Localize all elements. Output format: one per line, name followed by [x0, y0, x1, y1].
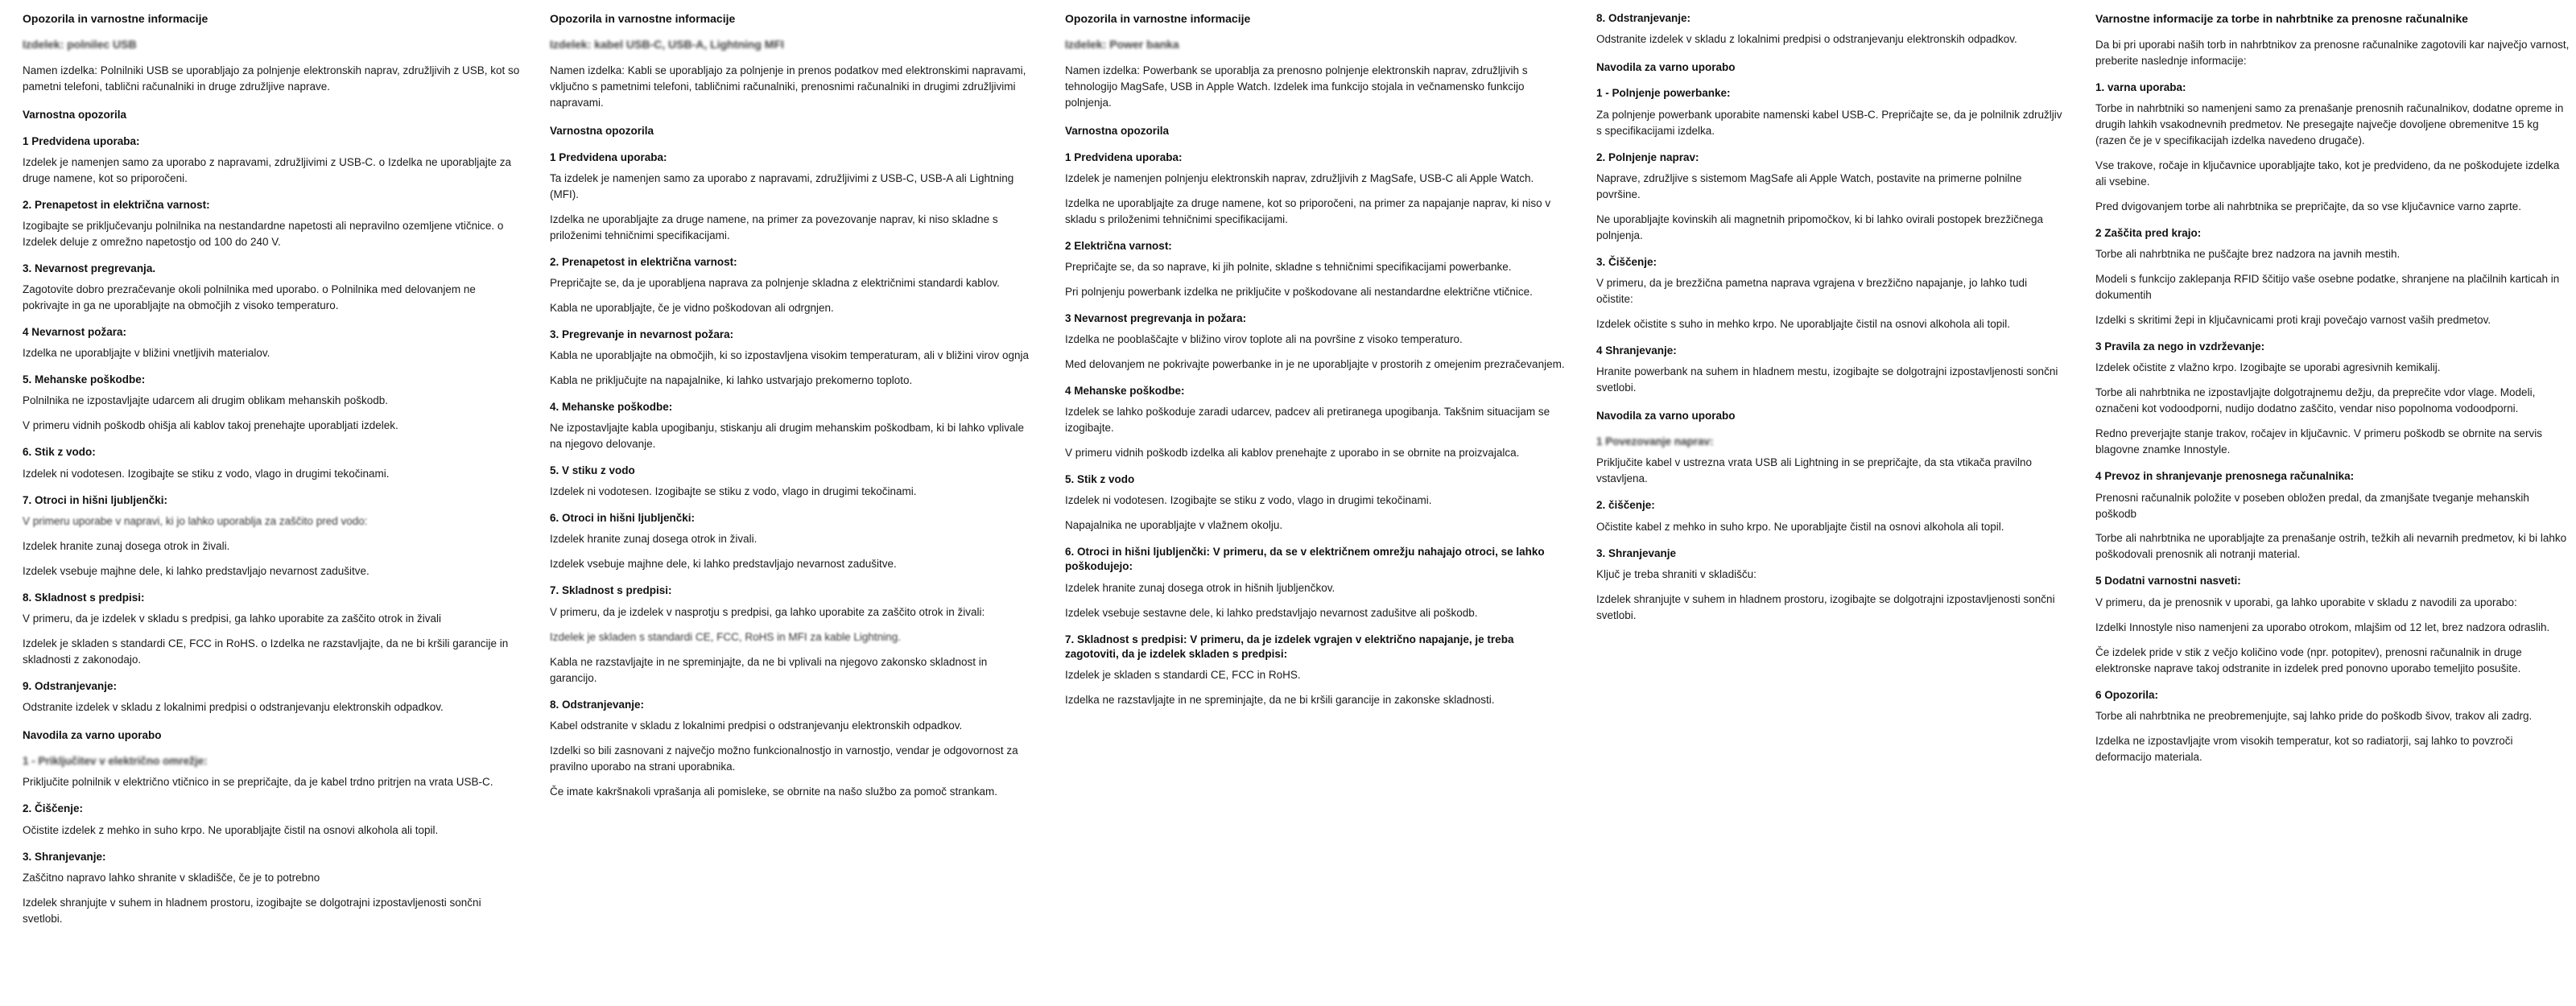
- subsection-heading: 2 Električna varnost:: [1065, 239, 1172, 252]
- body-paragraph: Izdelek ni vodotesen. Izogibajte se stiku z vodo, vlago in drugimi tekočinami.: [1065, 494, 1432, 507]
- body-paragraph: Torbe ali nahrbtnika ne preobremenjujte, saj lahko pride do poškodb šivov, trakov ali zadrg.: [2095, 709, 2533, 722]
- body-paragraph: Naprave, združljive s sistemom MagSafe ali Apple Watch, postavite na primerne polnilne površine.: [1596, 171, 2022, 200]
- body-paragraph: Očistite izdelek z mehko in suho krpo. Ne uporabljajte čistil na osnovi alkohola ali topil.: [23, 823, 439, 836]
- subsection-heading: 3 Pravila za nego in vzdrževanje:: [2095, 340, 2265, 353]
- body-paragraph: Izdelek je skladen s standardi CE, FCC in RoHS.: [1065, 669, 1301, 682]
- body-paragraph: Da bi pri uporabi naših torb in nahrbtnikov za prenosne računalnike zagotovili kar največjo varnost, preberite naslednje informacije:: [2095, 39, 2570, 68]
- subsection-heading: 6. Stik z vodo:: [23, 446, 96, 459]
- subsection-heading: 4 Mehanske poškodbe:: [1065, 384, 1185, 397]
- subsection-heading: 3. Čiščenje:: [1596, 255, 1657, 268]
- subsection-heading: 1 - Priključitev v električno omrežje:: [23, 755, 208, 768]
- body-paragraph: Prepričajte se, da je uporabljena naprava za polnjenje skladna z električnimi standardi kablov.: [550, 276, 1000, 289]
- body-paragraph: Namen izdelka: Kabli se uporabljajo za polnjenje in prenos podatkov med elektronskimi napravami, vključno s pametnimi telefoni, tabličnimi računalniki, prenosnimi računalniki in drugimi združljivimi napravami.: [550, 64, 1026, 109]
- body-paragraph: Izdelka ne uporabljajte za druge namene, na primer za povezovanje naprav, ki niso skladne s priloženimi tehničnimi specifikacijami.: [550, 212, 998, 241]
- body-paragraph: Namen izdelka: Powerbank se uporablja za prenosno polnjenje elektronskih naprav, združljivih s tehnologijo MagSafe, USB in Apple Watch. Izdelek ima funkcijo stojala in večnamensko funkcijo polnjenja.: [1065, 64, 1528, 109]
- document-column-4: [1582, 11, 2081, 1006]
- body-paragraph: Izdelek je namenjen polnjenju elektronskih naprav, združljivih z MagSafe, USB-C ali Apple Watch.: [1065, 171, 1534, 184]
- body-paragraph: V primeru, da je brezžična pametna naprava vgrajena v brezžično napajanje, jo lahko tudi očistite:: [1596, 276, 2028, 305]
- body-paragraph: Priključite kabel v ustrezna vrata USB ali Lightning in se prepričajte, da sta vtikača pravilno vstavljena.: [1596, 456, 2033, 485]
- body-paragraph: Če izdelek pride v stik z večjo količino vode (npr. potopitev), prenosni računalnik in druge elektronske naprave takoj odstranite in izdelek pred ponovno uporabo temeljito posušite.: [2095, 645, 2522, 674]
- section-heading: Navodila za varno uporabo: [23, 728, 162, 741]
- subsection-heading: 6 Opozorila:: [2095, 688, 2159, 701]
- body-paragraph: Pred dvigovanjem torbe ali nahrbtnika se prepričajte, da so vse ključavnice varno zaprte.: [2095, 200, 2522, 213]
- subsection-heading: 2. Prenapetost in električna varnost:: [23, 198, 210, 211]
- body-paragraph: Izdelek je skladen s standardi CE, FCC in RoHS. o Izdelka ne razstavljajte, da ne bi kršili garancije in skladnosti z zakonodajo.: [23, 637, 509, 666]
- body-paragraph: Izdelek očistite z vlažno krpo. Izogibajte se uporabi agresivnih kemikalij.: [2095, 361, 2441, 374]
- subsection-heading: 4 Nevarnost požara:: [23, 326, 127, 338]
- subsection-heading: 2 Zaščita pred krajo:: [2095, 227, 2202, 240]
- body-paragraph: Kabla ne uporabljajte na območjih, ki so izpostavljena visokim temperaturam, ali v bližini virov ognja: [550, 348, 1030, 361]
- body-paragraph: Izdelka ne izpostavljajte vrom visokih temperatur, kot so radiatorji, saj lahko to povzroči deformacijo materiala.: [2095, 734, 2513, 763]
- body-paragraph: Izdelek se lahko poškoduje zaradi udarcev, padcev ali pretiranega upogibanja. Takšnim situacijam se izogibajte.: [1065, 406, 1550, 435]
- body-paragraph: Izogibajte se priključevanju polnilnika na nestandardne napetosti ali nepravilno ozemljene vtičnice. o Izdelek deluje z omrežno napetostjo od 100 do 240 V.: [23, 219, 504, 248]
- subsection-heading: 2. Čiščenje:: [23, 802, 84, 815]
- body-paragraph: Kabla ne priključujte na napajalnike, ki lahko ustvarjajo prekomerno toploto.: [550, 373, 913, 386]
- subsection-heading: 6. Otroci in hišni ljubljenčki: V primeru, da se v električnem omrežju nahajajo otroci, se lahko poškodujejo:: [1065, 546, 1545, 573]
- body-paragraph: Izdelek hranite zunaj dosega otrok in hišnih ljubljenčkov.: [1065, 581, 1335, 594]
- body-paragraph: Izdelek ni vodotesen. Izogibajte se stiku z vodo, vlago in drugimi tekočinami.: [23, 467, 390, 480]
- subsection-heading: 3. Pregrevanje in nevarnost požara:: [550, 328, 734, 340]
- subsection-heading: 3. Shranjevanje:: [23, 850, 106, 863]
- body-paragraph: Zagotovite dobro prezračevanje okoli polnilnika med uporabo. o Polnilnika med delovanjem ne pokrivajte in ga ne uporabljajte na območjih z visoko temperaturo.: [23, 283, 476, 312]
- subsection-heading: 8. Odstranjevanje:: [1596, 12, 1691, 24]
- body-paragraph: Izdelki so bili zasnovani z največjo možno funkcionalnostjo in varnostjo, vendar je odgovornost za pravilno uporabo na strani uporabnika.: [550, 744, 1018, 773]
- body-paragraph: Priključite polnilnik v električno vtičnico in se prepričajte, da je kabel trdno pritrjen na vrata USB-C.: [23, 776, 493, 789]
- body-paragraph: Torbe ali nahrbtnika ne uporabljajte za prenašanje ostrih, težkih ali nevarnih predmetov, ki bi lahko poškodovali prenosnik ali notranji material.: [2095, 532, 2567, 561]
- body-paragraph: Torbe ali nahrbtnika ne izpostavljajte dolgotrajnemu dežju, da preprečite vdor vlage. Modeli, označeni kot vodoodporni, nudijo dodatno zaščito, vendar niso popolnoma vodoodporni.: [2095, 386, 2536, 415]
- body-paragraph: Izdelka ne pooblaščajte v bližino virov toplote ali na površine z visoko temperaturo.: [1065, 333, 1463, 345]
- body-paragraph: Izdelek vsebuje majhne dele, ki lahko predstavljajo nevarnost zadušitve.: [550, 558, 897, 571]
- subsection-heading: 1 Predvidena uporaba:: [23, 134, 140, 147]
- body-paragraph: Pri polnjenju powerbank izdelka ne priključite v poškodovane ali nestandardne električne vtičnice.: [1065, 285, 1533, 298]
- body-paragraph: Torbe ali nahrbtnika ne puščajte brez nadzora na javnih mestih.: [2095, 248, 2401, 261]
- body-paragraph: V primeru, da je izdelek v nasprotju s predpisi, ga lahko uporabite za zaščito otrok in živali:: [550, 605, 985, 618]
- body-paragraph: Vse trakove, ročaje in ključavnice uporabljajte tako, kot je predvideno, da ne poškodujete izdelka ali vsebine.: [2095, 159, 2560, 188]
- body-paragraph: Kabel odstranite v skladu z lokalnimi predpisi o odstranjevanju elektronskih odpadkov.: [550, 719, 963, 732]
- document-column-3: [1051, 11, 1582, 1006]
- section-heading: Varnostna opozorila: [1065, 125, 1170, 138]
- body-paragraph: Izdelek hranite zunaj dosega otrok in živali.: [23, 539, 230, 552]
- body-paragraph: Kabla ne razstavljajte in ne spreminjajte, da ne bi vplivali na njegovo zakonsko skladnost in garancijo.: [550, 655, 988, 684]
- body-paragraph: Izdelka ne uporabljajte za druge namene, kot so priporočeni, na primer za napajanje naprav, ki niso v skladu s priloženimi tehničnimi specifikacijami.: [1065, 196, 1551, 225]
- body-paragraph: Očistite kabel z mehko in suho krpo. Ne uporabljajte čistil na osnovi alkohola ali topil.: [1596, 520, 2004, 533]
- product-name-line: Izdelek: Power banka: [1065, 38, 1179, 52]
- document-title: Varnostne informacije za torbe in nahrbtnike za prenosne računalnike: [2095, 12, 2468, 25]
- subsection-heading: 4 Prevoz in shranjevanje prenosnega računalnika:: [2095, 470, 2355, 483]
- subsection-heading: 5. V stiku z vodo: [550, 464, 635, 477]
- document-title: Opozorila in varnostne informacije: [23, 12, 208, 25]
- body-paragraph: Prepričajte se, da so naprave, ki jih polnite, skladne s tehničnimi specifikacijami powerbanke.: [1065, 260, 1512, 273]
- body-paragraph: Izdelek očistite s suho in mehko krpo. Ne uporabljajte čistil na osnovi alkohola ali topil.: [1596, 317, 2011, 330]
- subsection-heading: 7. Otroci in hišni ljubljenčki:: [23, 493, 168, 506]
- body-paragraph: Ta izdelek je namenjen samo za uporabo z napravami, združljivimi z USB-C, USB-A ali Lightning (MFI).: [550, 171, 1014, 200]
- section-heading: Navodila za varno uporabo: [1596, 61, 1736, 74]
- body-paragraph: Zaščitno napravo lahko shranite v skladišče, če je to potrebno: [23, 871, 320, 884]
- body-paragraph: Izdelek shranjujte v suhem in hladnem prostoru, izogibajte se dolgotrajni izpostavljenosti sončni svetlobi.: [1596, 592, 2055, 621]
- document-title: Opozorila in varnostne informacije: [550, 12, 736, 25]
- document-column-1: [8, 11, 535, 1006]
- body-paragraph: Izdelek vsebuje majhne dele, ki lahko predstavljajo nevarnost zadušitve.: [23, 564, 369, 577]
- body-paragraph: V primeru uporabe v napravi, ki jo lahko uporablja za zaščito pred vodo:: [23, 514, 368, 527]
- body-paragraph: Izdelek je skladen s standardi CE, FCC, RoHS in MFI za kable Lightning.: [550, 630, 901, 643]
- body-paragraph: Modeli s funkcijo zaklepanja RFID ščitijo vaše osebne podatke, shranjene na plačilnih karticah in dokumentih: [2095, 273, 2560, 302]
- body-paragraph: V primeru vidnih poškodb ohišja ali kablov takoj prenehajte uporabljati izdelek.: [23, 419, 398, 432]
- subsection-heading: 2. čiščenje:: [1596, 499, 1655, 512]
- body-paragraph: Napajalnika ne uporabljajte v vlažnem okolju.: [1065, 519, 1283, 532]
- subsection-heading: 3 Nevarnost pregrevanja in požara:: [1065, 311, 1247, 324]
- section-heading: Varnostna opozorila: [23, 109, 127, 122]
- body-paragraph: Polnilnika ne izpostavljajte udarcem ali drugim oblikam mehanskih poškodb.: [23, 394, 388, 407]
- subsection-heading: 5 Dodatni varnostni nasveti:: [2095, 575, 2241, 588]
- document-column-5: [2081, 11, 2576, 1006]
- body-paragraph: Med delovanjem ne pokrivajte powerbanke in je ne uporabljajte v prostorih z omejenim prezračevanjem.: [1065, 357, 1565, 370]
- subsection-heading: 6. Otroci in hišni ljubljenčki:: [550, 512, 696, 525]
- product-name-line: Izdelek: polnilec USB: [23, 38, 137, 52]
- subsection-heading: 7. Skladnost s predpisi: V primeru, da je izdelek vgrajen v električno napajanje, je treba zagotoviti, da je izdelek skladen s predpisi:: [1065, 633, 1514, 660]
- subsection-heading: 3. Nevarnost pregrevanja.: [23, 262, 156, 274]
- product-name-line: Izdelek: kabel USB-C, USB-A, Lightning MFI: [550, 38, 784, 52]
- subsection-heading: 1 Predvidena uporaba:: [550, 150, 667, 163]
- subsection-heading: 1. varna uporaba:: [2095, 81, 2186, 94]
- body-paragraph: Izdelek shranjujte v suhem in hladnem prostoru, izogibajte se dolgotrajni izpostavljenosti sončni svetlobi.: [23, 896, 481, 925]
- body-paragraph: Za polnjenje powerbank uporabite namenski kabel USB-C. Prepričajte se, da je polnilnik združljiv s specifikacijami izdelka.: [1596, 108, 2062, 137]
- section-heading: Varnostna opozorila: [550, 125, 654, 138]
- section-heading: Navodila za varno uporabo: [1596, 409, 1736, 422]
- body-paragraph: Ne uporabljajte kovinskih ali magnetnih pripomočkov, ki bi lahko ovirali postopek brezžičnega polnjenja.: [1596, 212, 2044, 241]
- subsection-heading: 8. Odstranjevanje:: [550, 698, 645, 711]
- body-paragraph: Izdelka ne uporabljajte v bližini vnetljivih materialov.: [23, 347, 270, 360]
- body-paragraph: Izdelka ne razstavljajte in ne spreminjajte, da ne bi kršili garancije in zakonske skladnosti.: [1065, 694, 1495, 706]
- subsection-heading: 4 Shranjevanje:: [1596, 344, 1677, 357]
- body-paragraph: Redno preverjajte stanje trakov, ročajev in ključavnic. V primeru poškodb se obrnite na servis blagovne znamke Innostyle.: [2095, 427, 2543, 456]
- body-paragraph: Če imate kakršnakoli vprašanja ali pomisleke, se obrnite na našo službo za pomoč strankam.: [550, 785, 998, 798]
- body-paragraph: Izdelek hranite zunaj dosega otrok in živali.: [550, 533, 758, 546]
- body-paragraph: Odstranite izdelek v skladu z lokalnimi predpisi o odstranjevanju elektronskih odpadkov.: [1596, 33, 2017, 46]
- document-title: Opozorila in varnostne informacije: [1065, 12, 1251, 25]
- subsection-heading: 2. Polnjenje naprav:: [1596, 150, 1699, 163]
- subsection-heading: 1 - Polnjenje powerbanke:: [1596, 87, 1731, 100]
- body-paragraph: Izdelki s skritimi žepi in ključavnicami proti kraji povečajo varnost vaših predmetov.: [2095, 314, 2491, 327]
- subsection-heading: 1 Predvidena uporaba:: [1065, 150, 1183, 163]
- subsection-heading: 1 Povezovanje naprav:: [1596, 435, 1714, 448]
- body-paragraph: Hranite powerbank na suhem in hladnem mestu, izogibajte se dolgotrajni izpostavljenosti sončni svetlobi.: [1596, 365, 2058, 394]
- subsection-heading: 4. Mehanske poškodbe:: [550, 400, 673, 413]
- body-paragraph: V primeru vidnih poškodb izdelka ali kablov prenehajte z uporabo in se obrnite na proizvajalca.: [1065, 447, 1520, 460]
- subsection-heading: 7. Skladnost s predpisi:: [550, 584, 672, 597]
- subsection-heading: 9. Odstranjevanje:: [23, 679, 118, 692]
- body-paragraph: Ključ je treba shraniti v skladišču:: [1596, 567, 1757, 580]
- body-paragraph: V primeru, da je prenosnik v uporabi, ga lahko uporabite v skladu z navodili za uporabo:: [2095, 596, 2517, 608]
- body-paragraph: Izdelki Innostyle niso namenjeni za uporabo otrokom, mlajšim od 12 let, brez nadzora odraslih.: [2095, 621, 2550, 633]
- body-paragraph: Kabla ne uporabljajte, če je vidno poškodovan ali odrgnjen.: [550, 301, 834, 314]
- body-paragraph: Namen izdelka: Polnilniki USB se uporabljajo za polnjenje elektronskih naprav, združljivih z USB, kot so pametni telefoni, tablični računalniki in druge združljive naprave.: [23, 64, 520, 93]
- subsection-heading: 3. Shranjevanje: [1596, 546, 1677, 559]
- subsection-heading: 5. Stik z vodo: [1065, 473, 1135, 486]
- subsection-heading: 5. Mehanske poškodbe:: [23, 373, 146, 386]
- body-paragraph: Ne izpostavljajte kabla upogibanju, stiskanju ali drugim mehanskim poškodbam, ki bi lahko vplivale na njegovo delovanje.: [550, 422, 1025, 451]
- body-paragraph: Izdelek ni vodotesen. Izogibajte se stiku z vodo, vlago in drugimi tekočinami.: [550, 485, 917, 498]
- body-paragraph: Izdelek je namenjen samo za uporabo z napravami, združljivimi z USB-C. o Izdelka ne uporabljajte za druge namene, kot so priporočeni.: [23, 155, 512, 184]
- subsection-heading: 8. Skladnost s predpisi:: [23, 591, 145, 604]
- body-paragraph: Prenosni računalnik položite v poseben obložen predal, da zmanjšate tveganje mehanskih poškodb: [2095, 491, 2529, 520]
- subsection-heading: 2. Prenapetost in električna varnost:: [550, 255, 737, 268]
- body-paragraph: Izdelek vsebuje sestavne dele, ki lahko predstavljajo nevarnost zadušitve ali poškodb.: [1065, 606, 1478, 619]
- body-paragraph: V primeru, da je izdelek v skladu s predpisi, ga lahko uporabite za zaščito otrok in živali: [23, 612, 442, 625]
- body-paragraph: Odstranite izdelek v skladu z lokalnimi predpisi o odstranjevanju elektronskih odpadkov.: [23, 701, 444, 713]
- body-paragraph: Torbe in nahrbtniki so namenjeni samo za prenašanje prenosnih računalnikov, dodatne opreme in drugih lahkih vsakodnevnih predmetov. Ne presegajte največje dovoljene obremenitve 15 kg (razen če je v specifikacijah izdelka navedeno drugače).: [2095, 102, 2564, 147]
- document-column-2: [535, 11, 1051, 1006]
